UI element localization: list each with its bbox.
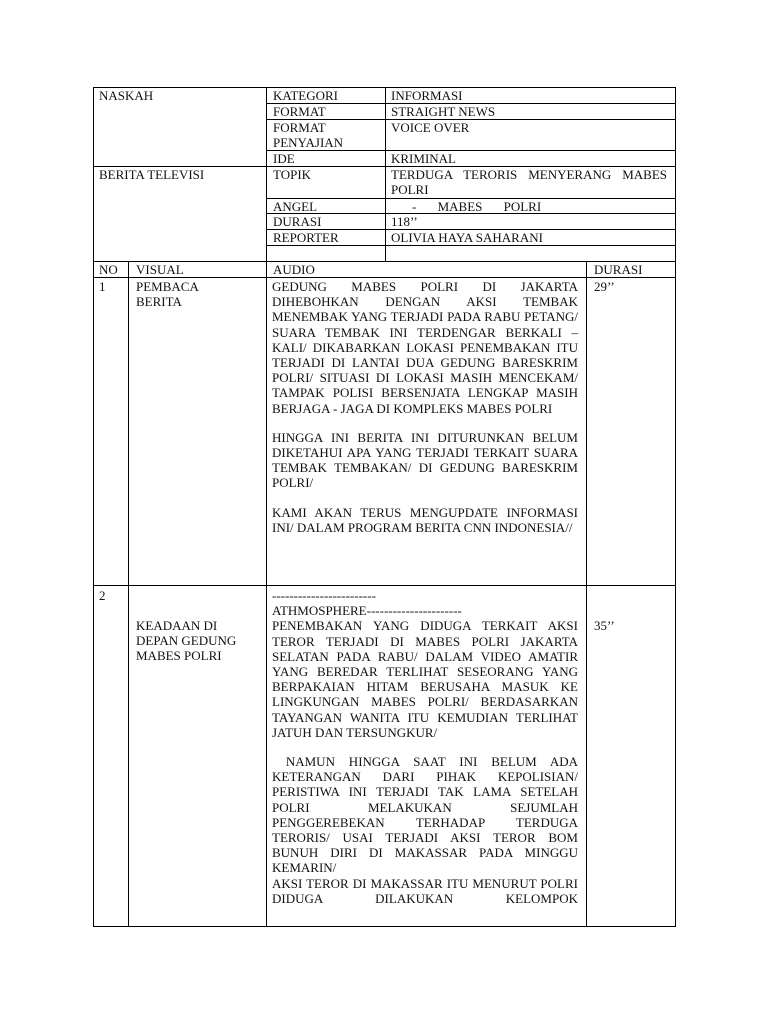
audio-separator-rule: ------------------------ [272,588,376,603]
field-label-ide: IDE [273,151,295,166]
column-header-audio: AUDIO [273,262,315,277]
row-divider [93,585,676,586]
row-2-visual: KEADAAN DI DEPAN GEDUNG MABES POLRI [136,618,237,663]
field-label-kategori: KATEGORI [273,88,338,103]
column-header-durasi: DURASI [594,262,643,277]
row-2-durasi: 35’’ [594,618,615,633]
column-divider [586,261,587,927]
field-label-format-penyajian: FORMAT PENYAJIAN [273,120,344,150]
row-1-audio-paragraph: KAMI AKAN TERUS MENGUPDATE INFORMASI INI/ DALAM PROGRAM BERITA CNN INDONESIA// [272,504,578,535]
table-border-right [675,87,676,927]
row-1-no: 1 [99,279,106,294]
row-1-audio-paragraph: GEDUNG MABES POLRI DI JAKARTA DIHEBOHKAN DENGAN AKSI TEMBAK MENEMBAK YANG TERJADI PADA RABU PETANG/ SUARA TEMBAK INI TERDENGAR BERKALI – KALI/ DIKABARKAN LOKASI PENEMBAKAN ITU TERJADI DI LANTAI DUA GEDUNG BARESKRIM POLRI/ SITUASI DI LOKASI MASIH MENCEKAM/ TAMPAK POLISI BERSENJATA LENGKAP MASIH BERJAGA - JAGA DI KOMPLEKS MABES POLRI [272,279,578,416]
field-value-angel: - MABES POLRI [412,199,542,214]
row-1-durasi: 29’’ [594,279,615,294]
field-label-angel: ANGEL [273,199,318,214]
row-1-visual: PEMBACA BERITA [136,279,199,309]
atmosphere-cue: ATHMOSPHERE---------------------- [272,603,462,619]
row-divider [266,150,676,151]
field-value-format: STRAIGHT NEWS [391,104,496,119]
field-label-topik: TOPIK [273,167,312,182]
field-value-durasi: 118’’ [391,214,418,229]
row-divider [266,245,676,246]
field-label-durasi: DURASI [273,214,322,229]
row-2-audio [272,588,582,906]
column-header-visual: VISUAL [136,262,184,277]
row-divider [93,277,676,278]
field-value-reporter: OLIVIA HAYA SAHARANI [391,230,543,245]
field-value-kategori: INFORMASI [391,88,463,103]
row-1-audio-paragraph: HINGGA INI BERITA INI DITURUNKAN BELUM DIKETAHUI APA YANG TERJADI TERKAIT SUARA TEMBAK TEMBAKAN/ DI GEDUNG BARESKRIM POLRI/ [272,429,578,491]
row-2-audio-paragraph: NAMUN HINGGA SAAT INI BELUM ADA KETERANGAN DARI PIHAK KEPOLISIAN/ PERISTIWA INI TERJADI TAK LAMA SETELAH POLRI MELAKUKAN SEJUMLAH PENGGEREBEKAN TERHADAP TERDUGA TERORIS/ USAI TERJADI AKSI TEROR BOM BUNUH DIRI DI MAKASSAR PADA MINGGU KEMARIN/ [272,754,582,876]
column-divider [266,87,267,927]
row-2-audio-paragraph: PENEMBAKAN YANG DIDUGA TERKAIT AKSI TEROR TERJADI DI MABES POLRI JAKARTA SELATAN PADA RABU/ DALAM VIDEO AMATIR YANG BEREDAR TERLIHAT SESEORANG YANG BERPAKAIAN HITAM BERUSAHA MASUK KE LINGKUNGAN MABES POLRI/ BERDASARKAN TAYANGAN WANITA ITU KEMUDIAN TERLIHAT JATUH DAN TERSUNGKUR/ [272,618,578,740]
row-2-audio-paragraph: AKSI TEROR DI MAKASSAR ITU MENURUT POLRI DIDUGA DILAKUKAN KELOMPOK [272,875,578,906]
field-value-format-penyajian: VOICE OVER [391,120,470,135]
field-value-ide: KRIMINAL [391,151,456,166]
berita-televisi-label: BERITA TELEVISI [99,167,205,182]
row-2-no: 2 [99,588,106,603]
field-label-format: FORMAT [273,104,326,119]
table-border-bottom [93,926,676,927]
naskah-label: NASKAH [99,88,154,103]
field-label-reporter: REPORTER [273,230,339,245]
column-header-no: NO [99,262,118,277]
column-divider [385,87,386,261]
table-border-left [93,87,94,927]
field-value-topik: TERDUGA TERORIS MENYERANG MABES POLRI [391,167,667,197]
column-divider [128,261,129,927]
row-1-audio [272,279,578,535]
